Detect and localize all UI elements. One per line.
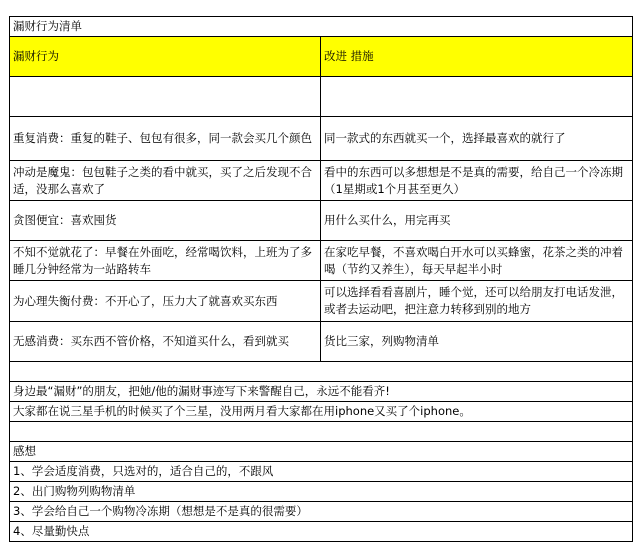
- table-row: [10, 117, 633, 161]
- table-row: [10, 201, 633, 241]
- sheet-title[interactable]: 漏财行为清单: [10, 17, 633, 37]
- header-row: [10, 37, 633, 77]
- measure-cell[interactable]: 货比三家，列购物清单: [321, 322, 633, 362]
- behavior-cell[interactable]: 冲动是魔鬼：包包鞋子之类的看中就买，买了之后发现不合适，没那么喜欢了: [10, 161, 321, 201]
- behavior-cell[interactable]: 无感消费：买东西不管价格，不知道买什么，看到就买: [10, 322, 321, 362]
- reflection-title-row: [10, 442, 633, 462]
- empty-cell[interactable]: [10, 362, 633, 382]
- table-row: [10, 161, 633, 201]
- measure-cell[interactable]: 同一款式的东西就买一个，选择最喜欢的就行了: [321, 117, 633, 161]
- blank-row: [10, 77, 633, 117]
- note-row: [10, 382, 633, 402]
- table-row: [10, 241, 633, 281]
- note-cell[interactable]: 身边最“漏财”的朋友，把她/他的漏财事迹写下来警醒自己，永远不能看齐!: [10, 382, 633, 402]
- title-row: [10, 17, 633, 37]
- header-behavior[interactable]: 漏财行为: [10, 37, 321, 77]
- measure-cell[interactable]: 在家吃早餐，不喜欢喝白开水可以买蜂蜜，花茶之类的冲着喝（节约又养生），每天早起半小时: [321, 241, 633, 281]
- table-row: [10, 281, 633, 322]
- reflection-cell[interactable]: 2、出门购物列购物清单: [10, 482, 633, 502]
- empty-cell[interactable]: [321, 77, 633, 117]
- blank-row: [10, 422, 633, 442]
- reflection-cell[interactable]: 4、尽量勤快点: [10, 522, 633, 542]
- reflection-cell[interactable]: 1、学会适度消费，只选对的，适合自己的，不跟风: [10, 462, 633, 482]
- behavior-cell[interactable]: 贪图便宜：喜欢囤货: [10, 201, 321, 241]
- table-row: [10, 322, 633, 362]
- reflection-title[interactable]: 感想: [10, 442, 633, 462]
- reflection-cell[interactable]: 3、学会给自己一个购物冷冻期（想想是不是真的很需要）: [10, 502, 633, 522]
- note-row: [10, 402, 633, 422]
- empty-cell[interactable]: [10, 422, 633, 442]
- spreadsheet: [9, 16, 632, 542]
- behavior-cell[interactable]: 重复消费：重复的鞋子、包包有很多，同一款会买几个颜色: [10, 117, 321, 161]
- reflection-row: [10, 462, 633, 482]
- measure-cell[interactable]: 可以选择看看喜剧片，睡个觉，还可以给朋友打电话发泄，或者去运动吧，把注意力转移到别的地方: [321, 281, 633, 322]
- note-cell[interactable]: 大家都在说三星手机的时候买了个三星，没用两月看大家都在用iphone又买了个iphone。: [10, 402, 633, 422]
- header-measure[interactable]: 改进 措施: [321, 37, 633, 77]
- measure-cell[interactable]: 用什么买什么，用完再买: [321, 201, 633, 241]
- blank-row: [10, 362, 633, 382]
- reflection-row: [10, 522, 633, 542]
- measure-cell[interactable]: 看中的东西可以多想想是不是真的需要，给自己一个冷冻期（1星期或1个月甚至更久）: [321, 161, 633, 201]
- empty-cell[interactable]: [10, 77, 321, 117]
- behavior-cell[interactable]: 不知不觉就花了：早餐在外面吃，经常喝饮料，上班为了多睡几分钟经常为一站路转车: [10, 241, 321, 281]
- expense-table: [9, 16, 633, 542]
- reflection-row: [10, 502, 633, 522]
- behavior-cell[interactable]: 为心理失衡付费：不开心了，压力大了就喜欢买东西: [10, 281, 321, 322]
- reflection-row: [10, 482, 633, 502]
